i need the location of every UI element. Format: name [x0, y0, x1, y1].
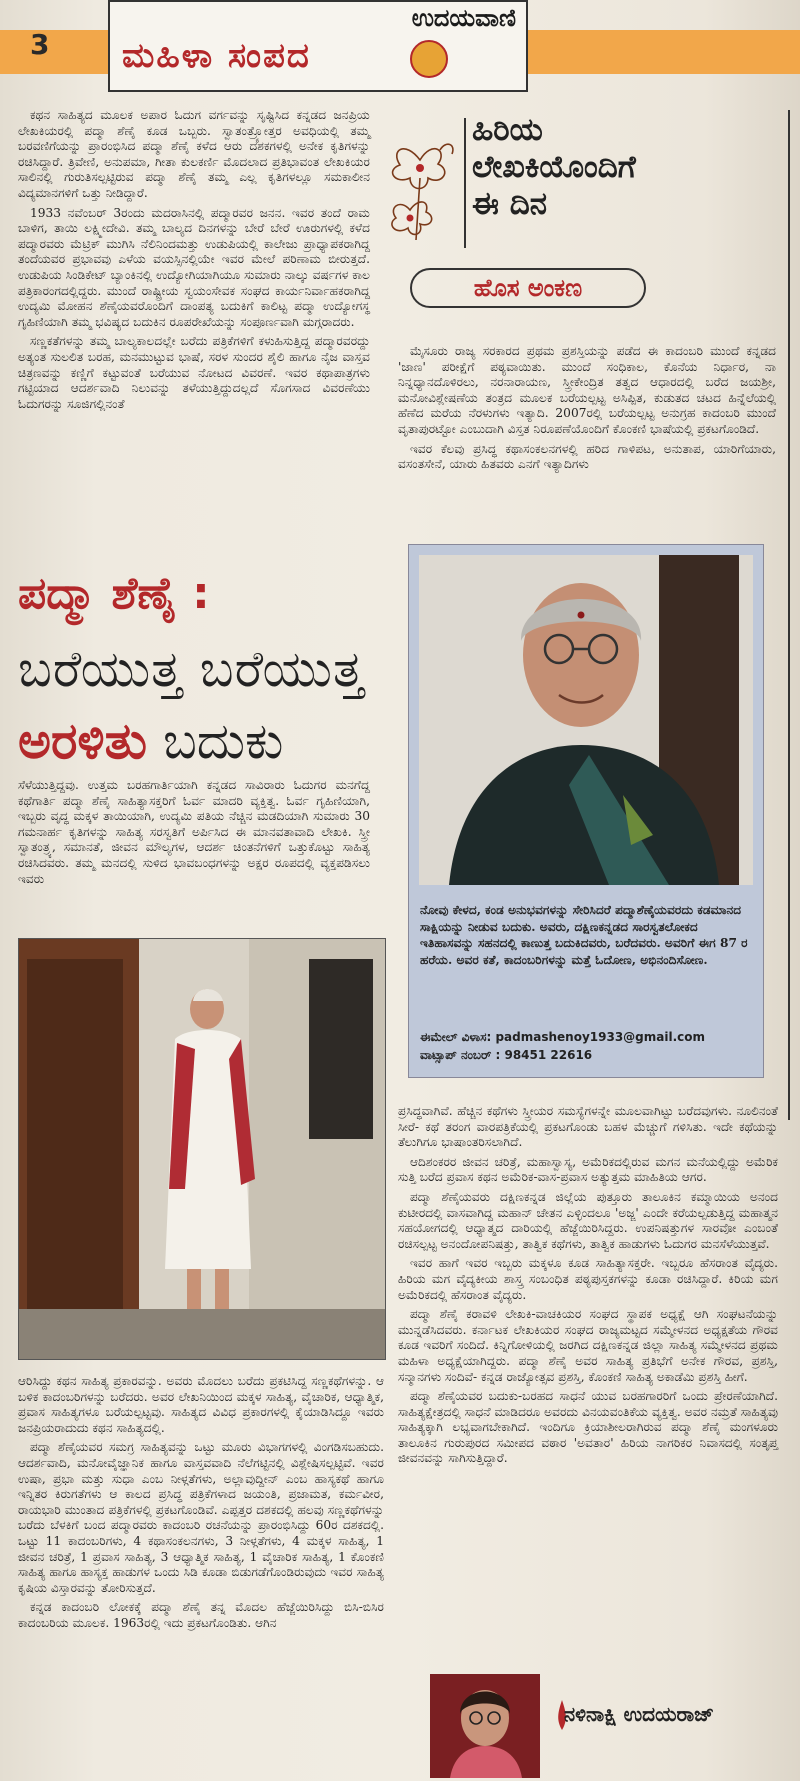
paragraph: ಇವರ ಹಾಗೆ ಇವರ ಇಬ್ಬರು ಮಕ್ಕಳೂ ಕೂಡ ಸಾಹಿತ್ಯಾಸಕ್ತರೇ. ಇಬ್ಬರೂ ಹೆಸರಾಂತ ವೈದ್ಯರು. ಹಿರಿಯ ಮಗ ವೈದ್ಯಕೀಯ ಶಾಸ್ತ್ರ ಸಂಬಂಧಿತ ಪಠ್ಯಪುಸ್ತಕಗಳನ್ನು ಕೂಡಾ ರಚಿಸಿದ್ದಾರೆ. ಕಿರಿಯ ಮಗ ಅಮೆರಿಕದಲ್ಲಿ ಹೆಸರಾಂತ ವೈದ್ಯರು.: [398, 1256, 778, 1302]
headline-line-2: ಬರೆಯುತ್ತ ಬರೆಯುತ್ತ: [18, 640, 365, 698]
paragraph: ಪದ್ಮಾ ಶೆಣೈ ಕರಾವಳಿ ಲೇಖಕಿ-ವಾಚಕಿಯರ ಸಂಘದ ಸ್ಥಾಪಕ ಅಧ್ಯಕ್ಷೆ ಆಗಿ ಸಂಘಟನೆಯನ್ನು ಮುನ್ನಡೆಸಿದವರು. ಕರ್ನಾಟಕ ಲೇಖಕಿಯರ ಸಂಘದ ರಾಜ್ಯಮಟ್ಟದ ಸಮ್ಮೇಳನದ ಅಧ್ಯಕ್ಷತೆಯ ಗೌರವ ಕೂಡ ಇವರಿಗೆ ಸಂದಿದೆ. ಕಿನ್ನಿಗೋಳಿಯಲ್ಲಿ ಜರಗಿದ ದಕ್ಷಿಣಕನ್ನಡ ಜಿಲ್ಲಾ ಸಾಹಿತ್ಯ ಸಮ್ಮೇಳನದ ಪ್ರಥಮ ಮಹಿಳಾ ಅಧ್ಯಕ್ಷೆಯಾಗಿದ್ದರು. ಪದ್ಮಾ ಶೆಣೈ ಅವರ ಸಾಹಿತ್ಯ ಪ್ರತಿಭೆಗೆ ಅನೇಕ ಗೌರವ, ಪ್ರಶಸ್ತಿ, ಸನ್ಮಾನಗಳು ಸಂದಿವೆ- ಕನ್ನಡ ರಾಜ್ಯೋತ್ಸವ ಪ್ರಶಸ್ತಿ, ಕೊಂಕಣಿ ಸಾಹಿತ್ಯ ಅಕಾಡೆಮಿ ಪ್ರಶಸ್ತಿ ಹೀಗೆ.: [398, 1307, 778, 1384]
section-title: ಮಹಿಳಾ ಸಂಪದ: [122, 36, 311, 76]
author-photo: [430, 1674, 540, 1778]
paragraph: ಪದ್ಮಾ ಶೆಣೈಯವರ ಬದುಕು-ಬರಹದ ಸಾಧನೆ ಯುವ ಬರಹಗಾರರಿಗೆ ಒಂದು ಪ್ರೇರಣೆಯಾಗಿದೆ. ಸಾಹಿತ್ಯಕ್ಷೇತ್ರದಲ್ಲಿ ಸಾಧನೆ ಮಾಡಿದರೂ ಅವರದು ವಿನಯವಂತಿಕೆಯ ವ್ಯಕ್ತಿತ್ವ. ಅವರ ನಮ್ರತೆ ಸಾಹಿತ್ಯವು ಸಾಹಿತ್ಯಕ್ಕಾಗಿ ಲಭ್ಯವಾಗಬೇಕಾಗಿದೆ. ಇಂದಿಗೂ ಕ್ರಿಯಾಶೀಲರಾಗಿರುವ ಪದ್ಮಾ ಶೆಣೈ ಮಂಗಳೂರು ತಾಲೂಕಿನ ಗುರುಪುರದ ಸಮೀಪದ ವಠಾರ 'ಅವತಾರ' ಹಿರಿಯ ನಾಗರಿಕರ ನಿವಾಸದಲ್ಲಿ ಸಂತೃಪ್ತ ಜೀವನವನ್ನು ಸಾಗಿಸುತ್ತಿದ್ದಾರೆ.: [398, 1389, 778, 1466]
sun-logo-icon: [410, 40, 448, 78]
paragraph: 1933 ನವೆಂಬರ್ 3ರಂದು ಮದರಾಸಿನಲ್ಲಿ ಪದ್ಮಾರವರ ಜನನ. ಇವರ ತಂದೆ ರಾಮ ಬಾಳಿಗ, ತಾಯಿ ಲಕ್ಷ್ಮೀದೇವಿ. ತಮ್ಮ ಬಾಲ್ಯದ ದಿನಗಳನ್ನು ಬೇರೆ ಬೇರೆ ಊರುಗಳಲ್ಲಿ ಕಳೆದ ಪದ್ಮಾರವರು ಮೆಟ್ರಿಕ್ ಮುಗಿಸಿ ನೆಲಿನಿಂದಮತ್ತು ಉಡುಪಿಯಲ್ಲಿ ಕಾಲೇಜು ಪ್ರಾಧ್ಯಾಪಕರಾಗಿದ್ದ ತಂದೆಯವರ ಪ್ರಭಾವವು ಎಳೆಯ ವಯಸ್ಸಿನಲ್ಲಿಯೇ ಇವರ ಮೇಲೆ ಪರಿಣಾಮ ಬೀರುತ್ತದೆ. ಉಡುಪಿಯ ಸಿಂಡಿಕೇಟ್ ಬ್ಯಾಂಕಿನಲ್ಲಿ ಉದ್ಯೋಗಿಯಾಗಿಯೂ ಸುಮಾರು ನಾಲ್ಕು ವರ್ಷಗಳ ಕಾಲ ಪತ್ರಿಕಾರಂಗದಲ್ಲಿದ್ದರು. ಮುಂದೆ ರಾಷ್ಟ್ರೀಯ ಸ್ವಯಂಸೇವಕ ಸಂಘದ ಕಾರ್ಯನಿರ್ವಾಹಕರಾಗಿದ್ದ ಉದ್ಯಮಿ ಮೋಹನ ಶೆಣೈಯವರೊಂದಿಗೆ ದಾಂಪತ್ಯ ಬದುಕಿಗೆ ಕಾಲಿಟ್ಟ ಪದ್ಮಾ ಉದ್ಯೋಗಸ್ಥ ಗೃಹಿಣಿಯಾಗಿ ತಮ್ಮ ಭವಿಷ್ಯದ ಬದುಕಿನ ರೂಪರೇಖೆಯನ್ನು ಸಂಪೂರ್ಣವಾಗಿ ಮಗ್ಗರಾದರು.: [18, 205, 370, 329]
tagline-line: ಹಿರಿಯ: [472, 112, 543, 148]
paragraph: ಪದ್ಮಾ ಶೆಣೈಯವರು ದಕ್ಷಿಣಕನ್ನಡ ಜಿಲ್ಲೆಯ ಪುತ್ತೂರು ತಾಲೂಕಿನ ಕಮ್ಮಾಯಿಯ ಅನಂದ ಕುಟೀರದಲ್ಲಿ ವಾಸವಾಗಿದ್ದ ಮಹಾನ್ ಚೇತನ ಎಳ್ಳಿಂದಲೂ 'ಅಜ್ಜ' ಎಂದೇ ಕರೆಯಲ್ಪಡುತ್ತಿದ್ದ ಮಹಾತ್ಮನ ಸಹಯೋಗದಲ್ಲಿ ಆಧ್ಯಾತ್ಮದ ದಾರಿಯಲ್ಲಿ ಹೆಜ್ಜೆಯಿರಿಸಿದ್ದರು. ಉಪನಿಷತ್ತುಗಳ ಸಾರವೋ ಎಂಬಂತೆ ರಚಿಸಲ್ಪಟ್ಟ ಅನಂದೋಪನಿಷತ್ತು, ತಾತ್ವಿಕ ಕಥೆಗಳು, ತಾತ್ವಿಕ ಹಾಡುಗಳು ಓದುಗರ ಮನಸೆಳೆಯುತ್ತವೆ.: [398, 1189, 778, 1251]
right-bottom-column: [398, 1104, 778, 1471]
doorway-scene-icon: [19, 939, 385, 1359]
paragraph: ಆದಿಶಂಕರರ ಜೀವನ ಚರಿತ್ರೆ, ಮಹಾಸ್ವಾಸ್ಯ, ಅಮೆರಿಕದಲ್ಲಿರುವ ಮಗನ ಮನೆಯಲ್ಲಿದ್ದು ಅಮೆರಿಕ ಸುತ್ತಿ ಬರೆದ ಪ್ರವಾಸ ಕಥನ ಅಮೆರಿಕ-ವಾಸ-ಪ್ರವಾಸ ಅತ್ಯುತ್ತಮ ಮಾಹಿತಿಯ ಆಗರ.: [398, 1154, 778, 1185]
tagline: [472, 112, 636, 223]
paragraph: ಮೈಸೂರು ರಾಜ್ಯ ಸರಕಾರದ ಪ್ರಥಮ ಪ್ರಶಸ್ತಿಯನ್ನು ಪಡೆದ ಈ ಕಾದಂಬರಿ ಮುಂದೆ ಕನ್ನಡದ 'ಜಾಣ' ಪರೀಕ್ಷೆಗೆ ಪಠ್ಯವಾಯಿತು. ಮುಂದೆ ಸಂಧಿಕಾಲ, ಕೊನೆಯ ನಿರ್ಧಾರ, ನಾ ನಿನ್ನಧ್ಯಾನದೊಳಿರಲು, ನರನಾರಾಯಣ, ಸ್ತ್ರೀಕೇಂದ್ರಿತ ತತ್ವದ ಆಧಾರದಲ್ಲಿ ಬರೆದ ಜಯಶ್ರೀ, ಮನೋವಿಶ್ಲೇಷಣೆಯ ತಂತ್ರದ ಮೂಲಕ ಬರೆಯಲ್ಪಟ್ಟ ಅಸಿಪ್ಪಿತ, ಕುಡುತದ ಚಟದ ಹಿನ್ನೆಲೆಯಲ್ಲಿ ಹೆಣೆದ ಮರೆಯ ನೆರಳುಗಳು ಇತ್ಯಾದಿ. 2007ರಲ್ಲಿ ಬರೆಯಲ್ಪಟ್ಟ ಅನುಗ್ರಹ ಕಾದಂಬರಿ ಮುಂದೆ ವೃತಾಪುರಟ್ಟೋ ಎಂಬುದಾಗಿ ವಿಸ್ತತ ನಿರೂಪಣೆಯೊಂದಿಗೆ ಕೊಂಕಣಿ ಭಾಷೆಯಲ್ಲಿ ಪ್ರಕಟಗೊಂಡಿದೆ.: [398, 344, 776, 436]
tagline-line: ಲೇಖಕಿಯೊಂದಿಗೆ: [472, 149, 636, 185]
column-divider: [788, 110, 790, 1120]
email-label: ಈಮೇಲ್ ವಿಳಾಸ:: [420, 1030, 492, 1044]
column-label: ಹೊಸ ಅಂಕಣ: [410, 268, 646, 308]
photo-caption: ನೋವು ಕೇಳದ, ಕಂಡ ಅನುಭವಗಳನ್ನು ಸೇರಿಸಿದರೆ ಪದ್ಮಾಶೆಣೈಯವರದು ಕಡಮಾನದ ಸಾಕ್ಷಿಯನ್ನು ನೀಡುವ ಬದುಕು. ಅವರು, ದಕ್ಷಿಣಕನ್ನಡದ ಸಾರಸ್ವತಲೋಕದ ಇತಿಹಾಸವನ್ನು ಸಹನದಲ್ಲಿ ಕಾಣುತ್ತ ಬದುಕಿದವರು, ಬರೆದವರು. ಅವರಿಗೆ ಈಗ 87 ರ ಹರೆಯ. ಅವರ ಕತೆ, ಕಾದಂಬರಿಗಳನ್ನು ಮತ್ತೆ ಓದೋಣ, ಅಭಿನಂದಿಸೋಣ.: [420, 903, 748, 967]
intro-column: [18, 108, 370, 416]
paragraph: ಸೆಳೆಯುತ್ತಿದ್ದವು. ಉತ್ತಮ ಬರಹಗಾರ್ತಿಯಾಗಿ ಕನ್ನಡದ ಸಾವಿರಾರು ಓದುಗರ ಮನಗೆದ್ದ ಕಥೆಗಾರ್ತಿ ಪದ್ಮಾ ಶೆಣೈ ಸಾಹಿತ್ಯಾಸಕ್ತರಿಗೆ ಓರ್ವ ಮಾದರಿ ವ್ಯಕ್ತಿತ್ವ. ಓರ್ವ ಗೃಹಿಣಿಯಾಗಿ, ಇಬ್ಬರು ವೃದ್ಧ ಮಕ್ಕಳ ತಾಯಿಯಾಗಿ, ಉದ್ಯಮಿ ಪತಿಯ ನೆಚ್ಚಿನ ಮಡದಿಯಾಗಿ ಸುಮಾರು 30 ಗಮನಾರ್ಹ ಕೃತಿಗಳನ್ನು ಸಾಹಿತ್ಯ ಸರಸ್ವತಿಗೆ ಅರ್ಪಿಸಿದ ಈ ಮಾನವತಾವಾದಿ ಲೇಖಕಿ. ಸ್ತ್ರೀ ಸ್ವಾತಂತ್ರ್ಯ, ಸಮಾನತೆ, ಜೀವನ ಮೌಲ್ಯಗಳ, ಆದರ್ಶ ಚಿಂತನೆಗಳಿಗೆ ಒತ್ತುಕೊಟ್ಟು ಸಾಹಿತ್ಯ ರಚಿಸಿದವರು. ತಮ್ಮ ಮನದಲ್ಲಿ ಸುಳಿದ ಭಾವಬಂಧಗಳನ್ನು ಅಕ್ಷರ ರೂಪದಲ್ಲಿ ವ್ಯಕ್ತಪಡಿಸಲು ಇವರು: [18, 778, 370, 886]
author-avatar-icon: [430, 1674, 540, 1778]
email-address[interactable]: padmashenoy1933@gmail.com: [495, 1030, 706, 1044]
paragraph: ಕಥನ ಸಾಹಿತ್ಯದ ಮೂಲಕ ಅಪಾರ ಓದುಗ ವರ್ಗವನ್ನು ಸೃಷ್ಟಿಸಿದ ಕನ್ನಡದ ಜನಪ್ರಿಯ ಲೇಖಕಿಯರಲ್ಲಿ ಪದ್ಮಾ ಶೆಣೈ ಕೂಡ ಒಬ್ಬರು. ಸ್ವಾತಂತ್ರ್ಯೋತ್ತರ ಅವಧಿಯಲ್ಲಿ ತಮ್ಮ ಬರವಣಿಗೆಯನ್ನು ಪ್ರಾರಂಭಿಸಿದ ಪದ್ಮಾ ಶೆಣೈ ಕಳೆದ ಆರು ದಶಕಗಳಲ್ಲಿ ಅನೇಕ ಕೃತಿಗಳನ್ನು ರಚಿಸಿದ್ದಾರೆ. ತ್ರಿವೇಣಿ, ಅನುಪಮಾ, ಗೀತಾ ಕುಲಕರ್ಣಿ ಮೊದಲಾದ ಪ್ರತಿಭಾವಂತ ಲೇಖಕಿಯರ ಸಾಲಿನಲ್ಲಿ ಗುರುತಿಸಲ್ಪಟ್ಟಿರುವ ಪದ್ಮಾ ಶೆಣೈ ತಮ್ಮ ಎಲ್ಲ ಕೃತಿಗಳಲ್ಲೂ ಸಮಕಾಲೀನ ವಿದ್ಯಮಾನಗಳಿಗೆ ಒತ್ತು ನೀಡಿದ್ದಾರೆ.: [18, 108, 370, 200]
tagline-line: ಈ ದಿನ: [472, 186, 547, 222]
headline-rest: ಬದುಕು: [147, 712, 284, 770]
brand-name: ಉದಯವಾಣಿ: [411, 4, 516, 32]
headline-accent: ಅರಳಿತು: [18, 712, 148, 770]
portrait-photo-icon: [409, 545, 763, 891]
whatsapp-row: [420, 1046, 760, 1064]
left-mid-column: [18, 778, 370, 891]
masthead: [108, 0, 528, 92]
paragraph: ಸಣ್ಣಕತೆಗಳನ್ನು ತಮ್ಮ ಬಾಲ್ಯಕಾಲದಲ್ಲೇ ಬರೆದು ಪತ್ರಿಕೆಗಳಿಗೆ ಕಳುಹಿಸುತ್ತಿದ್ದ ಪದ್ಮಾರವರದ್ದು ಅತ್ಯಂತ ಸುಲಲಿತ ಬರಹ, ಮನಮುಟ್ಟುವ ಭಾಷೆ, ಸರಳ ಸುಂದರ ಶೈಲಿ ಹಾಗೂ ನೈಜ ವಾಸ್ತವ ಚಿತ್ರಣವನ್ನು ಕಣ್ಣಿಗೆ ಕಟ್ಟುವಂತೆ ಬರೆಯುವ ನೋಟದ ವಿವರಣೆ. ಇವರ ಕಥಾಪಾತ್ರಗಳು ಗಟ್ಟಿಯಾದ ಆದರ್ಶವಾದಿ ನಿಲುವನ್ನು ತಳೆಯುತ್ತಿದ್ದುದಲ್ಲದೆ ಸೊಗಸಾದ ವಿವರಣೆಯು ಓದುಗರನ್ನು ಸೂಜಿಗಲ್ಲಿನಂತೆ: [18, 334, 370, 411]
left-bottom-column: [18, 1374, 384, 1636]
whatsapp-number[interactable]: 98451 22616: [504, 1048, 593, 1062]
page-number: 3: [30, 28, 50, 61]
author-byline: ನಳಿನಾಕ್ಷಿ ಉದಯರಾಜ್: [564, 1702, 715, 1726]
contact-info: [420, 1028, 760, 1064]
tagline-divider: [464, 118, 466, 248]
headline-name: ಪದ್ಮಾ ಶೆಣೈ :: [18, 568, 210, 619]
flower-illustration-icon: [380, 120, 460, 242]
portrait-box: [408, 544, 764, 1078]
paragraph: ಇವರ ಕೆಲವು ಪ್ರಸಿದ್ಧ ಕಥಾಸಂಕಲನಗಳಲ್ಲಿ ಹರಿದ ಗಾಳಿಪಟ, ಅನುತಾಪ, ಯಾರಿಗೆಯಾರು, ವಸಂತಸೇನೆ, ಯಾರು ಹಿತವರು ಎನಗೆ ಇತ್ಯಾದಿಗಳು: [398, 441, 776, 472]
whatsapp-label: ವಾಟ್ಸಾಪ್ ನಂಬರ್ :: [420, 1048, 501, 1062]
full-length-photo: [18, 938, 386, 1360]
email-row: [420, 1028, 760, 1046]
right-top-column: [398, 344, 776, 477]
headline-line-3: [18, 712, 283, 771]
paragraph: ಪದ್ಮಾ ಶೆಣೈಯವರ ಸಮಗ್ರ ಸಾಹಿತ್ಯವನ್ನು ಒಟ್ಟು ಮೂರು ವಿಭಾಗಗಳಲ್ಲಿ ವಿಂಗಡಿಸಬಹುದು. ಆದರ್ಶವಾದಿ, ಮನೋವೈಜ್ಞಾನಿಕ ಹಾಗೂ ವಾಸ್ತವವಾದಿ ನೆಲೆಗಟ್ಟಿನಲ್ಲಿ ವಿಶ್ಲೇಷಿಸಲ್ಪಟ್ಟಿವೆ. ಇವರ ಉಷಾ, ಪ್ರಭಾ ಮತ್ತು ಸುಧಾ ಎಂಬ ನೀಳ್ಗತೆಗಳು, ಅಲ್ಲಾವುದ್ದೀನ್ ಎಂಬ ಹಾಸ್ಯಕಥೆ ಹಾಗೂ ಇನ್ನಿತರ ಕಿರುಗತೆಗಳು ಆ ಕಾಲದ ಪ್ರಸಿದ್ಧ ಪತ್ರಿಕೆಗಳಾದ ಜಯಂತಿ, ಪ್ರಜಾಮತ, ಕರ್ಮವೀರ, ರಾಯಭಾರಿ ಮುಂತಾದ ಪತ್ರಿಕೆಗಳಲ್ಲಿ ಪ್ರಕಟಗೊಂಡಿವೆ. ಎಪ್ಪತ್ತರ ದಶಕದಲ್ಲಿ ಹಲವು ಸಣ್ಣಕಥೆಗಳನ್ನು ಬರೆದು ಬೆಳಕಿಗೆ ಬಂದ ಪದ್ಮಾರವರು ಕಾದಂಬರಿ ರಚನೆಯನ್ನು ಪ್ರಾರಂಭಿಸಿದ್ದು 60ರ ದಶಕದಲ್ಲಿ. ಒಟ್ಟು 11 ಕಾದಂಬರಿಗಳು, 4 ಕಥಾಸಂಕಲನಗಳು, 3 ನೀಳ್ಗತೆಗಳು, 4 ಮಕ್ಕಳ ಸಾಹಿತ್ಯ, 1 ಜೀವನ ಚರಿತ್ರೆ, 1 ಪ್ರವಾಸ ಸಾಹಿತ್ಯ, 3 ಆಧ್ಯಾತ್ಮಿಕ ಸಾಹಿತ್ಯ, 1 ವೈಚಾರಿಕ ಸಾಹಿತ್ಯ, 1 ಕೊಂಕಣಿ ಸಾಹಿತ್ಯ ಹಾಗೂ ಹಾಸ್ಯಕ್ತ ಹಾಡುಗಳ ಒಂದು ಸಿಡಿ ಕೂಡಾ ಬಿಡುಗಡೆಗೊಂಡಿರುವುದು ಇವರ ಸಾಹಿತ್ಯ ಕೃಷಿಯ ವಿಸ್ತಾರವನ್ನು ತೋರಿಸುತ್ತದೆ.: [18, 1440, 384, 1595]
paragraph: ಆರಿಸಿದ್ದು ಕಥನ ಸಾಹಿತ್ಯ ಪ್ರಕಾರವನ್ನು. ಅವರು ಮೊದಲು ಬರೆದು ಪ್ರಕಟಿಸಿದ್ದ ಸಣ್ಣಕಥೆಗಳನ್ನು. ಆ ಬಳಿಕ ಕಾದಂಬರಿಗಳನ್ನು ಬರೆದರು. ಅವರ ಲೇಖನಿಯಿಂದ ಮಕ್ಕಳ ಸಾಹಿತ್ಯ, ವೈಚಾರಿಕ, ಆಧ್ಯಾತ್ಮಿಕ, ಪ್ರವಾಸ ಸಾಹಿತ್ಯಗಳೂ ಬರೆಯಲ್ಪಟ್ಟವು. ಸಾಹಿತ್ಯದ ವಿವಿಧ ಪ್ರಕಾರಗಳಲ್ಲಿ ಕೈಯಾಡಿಸಿದ್ದೂ ಇವರು ಜನಪ್ರಿಯರಾದುದು ಕಥನ ಸಾಹಿತ್ಯದಲ್ಲಿ.: [18, 1374, 384, 1435]
paragraph: ಕನ್ನಡ ಕಾದಂಬರಿ ಲೋಕಕ್ಕೆ ಪದ್ಮಾ ಶೆಣೈ ತನ್ನ ಮೊದಲ ಹೆಜ್ಜೆಯಿರಿಸಿದ್ದು ಬಿಸಿ-ಬಿಸಿರ ಕಾದಂಬರಿಯ ಮೂಲಕ. 1963ರಲ್ಲಿ ಇದು ಪ್ರಕಟಗೊಂಡಿತು. ಆಗಿನ: [18, 1600, 384, 1630]
paragraph: ಪ್ರಸಿದ್ಧವಾಗಿವೆ. ಹೆಚ್ಚಿನ ಕಥೆಗಳು ಸ್ತ್ರೀಯರ ಸಮಸ್ಯೆಗಳನ್ನೇ ಮೂಲವಾಗಿಟ್ಟು ಬರೆದವುಗಳು. ನೂಲಿನಂತೆ ಸೀರೆ- ಕಥೆ ತರಂಗ ವಾರಪತ್ರಿಕೆಯಲ್ಲಿ ಪ್ರಕಟಗೊಂಡು ಬಹಳ ಮೆಚ್ಚುಗೆ ಗಳಿಸಿತು. ಇದೇ ಕಥೆಯನ್ನು ತೆಲುಗಿಗೂ ಭಾಷಾಂತರಿಸಲಾಗಿದೆ.: [398, 1104, 778, 1150]
